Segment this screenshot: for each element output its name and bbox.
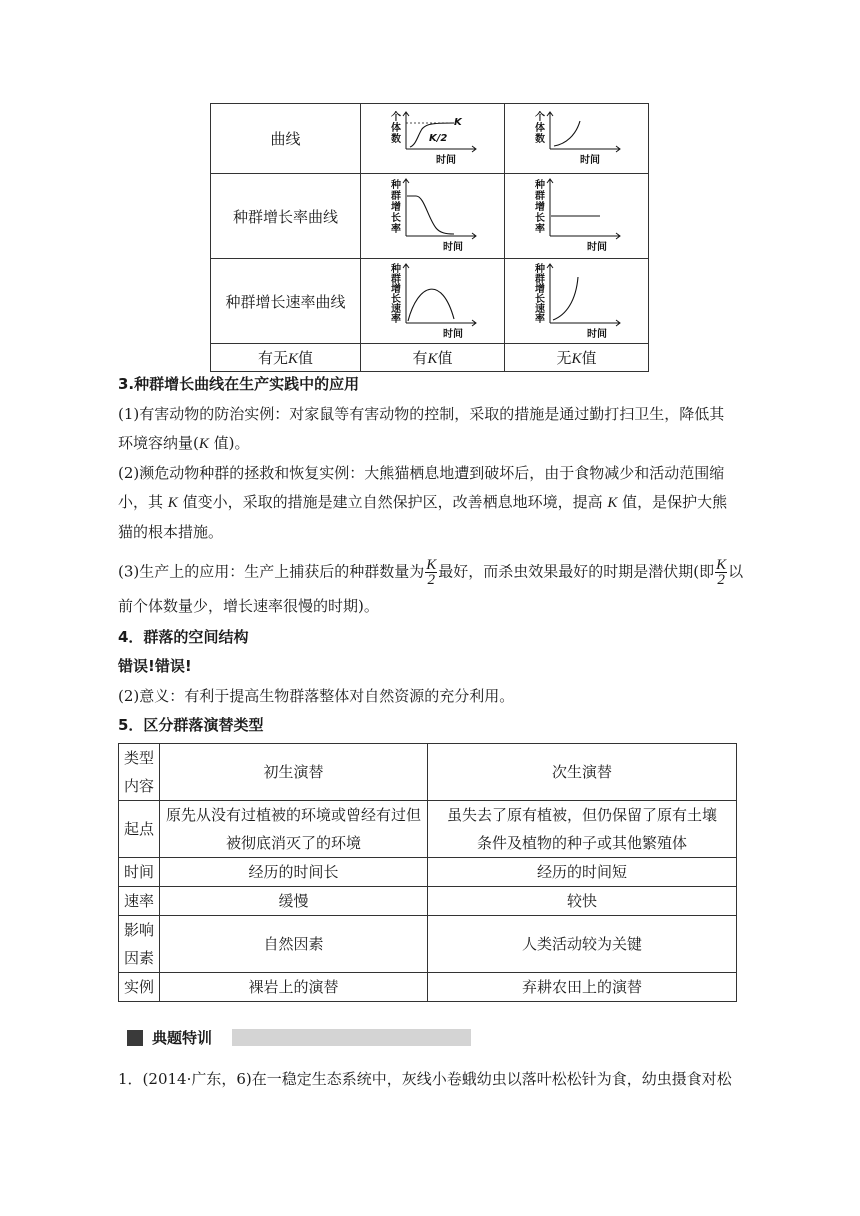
section-header-title: 典题特训 xyxy=(152,1029,213,1047)
k-label: K xyxy=(453,116,462,128)
row-label: 速率 xyxy=(119,887,160,916)
column-header: 初生演替 xyxy=(160,744,428,801)
section-5-title: 5．区分群落演替类型 xyxy=(118,716,264,734)
x-axis-label: 时间 xyxy=(586,242,607,253)
axis-label: 速 xyxy=(390,304,401,315)
axis-label: 增 xyxy=(534,284,545,295)
axis-label: 长 xyxy=(534,213,545,224)
axis-label: 长 xyxy=(534,294,545,305)
axis-label: 率 xyxy=(390,224,401,235)
axis-label: 体 xyxy=(534,122,545,134)
table-cell: 弃耕农田上的演替 xyxy=(428,973,737,1002)
s-curve-cell xyxy=(361,104,505,174)
axis-label: 数 xyxy=(534,133,545,145)
row-label: 起点 xyxy=(119,801,160,858)
axis-label: 群 xyxy=(534,191,545,202)
table-row xyxy=(119,887,737,916)
x-axis-label: 时间 xyxy=(442,242,463,253)
succession-table xyxy=(118,743,737,1002)
text: 值变小，采取的措施是建立自然保护区，改善栖息地环境，提高 xyxy=(177,493,608,511)
header-corner-cell xyxy=(119,744,160,801)
text: 最好，而杀虫效果最好的时期是潜伏期(即 xyxy=(438,562,715,581)
table-row xyxy=(211,174,649,259)
axis-label: 数 xyxy=(390,133,401,145)
j-curve-cell xyxy=(505,104,649,174)
text: 值)。 xyxy=(208,434,250,452)
s-growth-rate-graph xyxy=(388,178,478,254)
s-growth-rate-cell xyxy=(361,174,505,259)
table-row xyxy=(211,344,649,372)
text: 影响 xyxy=(123,921,154,939)
text: 值，是保护大熊 xyxy=(617,493,728,511)
text: 环境容纳量( xyxy=(118,434,199,452)
j-growth-rate-cell xyxy=(505,174,649,259)
text: 值 xyxy=(437,349,453,367)
paragraph-line xyxy=(118,558,743,587)
text: 无 xyxy=(556,349,572,367)
axis-label: 率 xyxy=(534,224,545,235)
table-row xyxy=(211,259,649,344)
x-axis-label: 时间 xyxy=(435,154,456,166)
text: 小，其 xyxy=(118,493,168,511)
table-row xyxy=(119,916,737,973)
k-half-label: K/2 xyxy=(428,132,447,144)
table-cell: 裸岩上的演替 xyxy=(160,973,428,1002)
row-label: 实例 xyxy=(119,973,160,1002)
x-axis-label: 时间 xyxy=(579,154,600,166)
fraction-k-over-2 xyxy=(715,558,727,587)
k-symbol: K xyxy=(571,351,582,367)
row-label xyxy=(211,344,361,372)
text: 原先从没有过植被的环境或曾经有过但 xyxy=(165,806,421,824)
axis-label: 群 xyxy=(534,274,545,285)
axis-label: 增 xyxy=(534,202,545,213)
k-symbol: K xyxy=(167,495,178,511)
axis-label: 个 xyxy=(534,111,545,123)
axis-label: 体 xyxy=(390,122,401,134)
axis-label: 增 xyxy=(390,202,401,213)
axis-label: 率 xyxy=(390,314,401,325)
table-cell: 经历的时间短 xyxy=(428,858,737,887)
axis-label: 种 xyxy=(390,180,401,191)
j-curve-graph xyxy=(532,111,622,167)
k-symbol: K xyxy=(607,495,618,511)
fraction-k-over-2 xyxy=(425,558,437,587)
k-symbol: K xyxy=(427,351,438,367)
declining-rate-curve xyxy=(407,196,454,234)
j-growth-speed-graph xyxy=(532,263,622,339)
row-label: 种群增长率曲线 xyxy=(211,174,361,259)
text: (3)生产上的应用：生产上捕获后的种群数量为 xyxy=(118,562,425,581)
axis-label: 群 xyxy=(390,191,401,202)
row-label xyxy=(119,916,160,973)
section-header-bar xyxy=(232,1029,471,1046)
axis-label: 种 xyxy=(534,264,545,275)
x-axis-label: 时间 xyxy=(442,329,463,340)
axis-label: 个 xyxy=(390,111,401,123)
k-symbol: K xyxy=(198,436,209,452)
error-text: 错误!错误! xyxy=(118,657,192,675)
text: 类型 xyxy=(123,749,154,767)
axis-label: 种 xyxy=(390,264,401,275)
paragraph-line: (2)濒危动物种群的拯救和恢复实例：大熊猫栖息地遭到破坏后，由于食物减少和活动范围缩 xyxy=(118,464,725,482)
s-curve-graph xyxy=(388,111,478,167)
row-label: 种群增长速率曲线 xyxy=(211,259,361,344)
section-marker-icon xyxy=(127,1030,143,1046)
j-curve xyxy=(554,121,580,146)
text: 值 xyxy=(298,349,314,367)
rising-speed-curve xyxy=(553,277,578,320)
paragraph-line: 前个体数量少，增长速率很慢的时期)。 xyxy=(118,597,379,615)
fraction-numerator: K xyxy=(716,557,727,573)
hump-curve xyxy=(408,289,454,321)
axis-label: 群 xyxy=(390,274,401,285)
text: 因素 xyxy=(123,949,154,967)
table-header-row xyxy=(119,744,737,801)
x-axis-label: 时间 xyxy=(586,329,607,340)
k-symbol: K xyxy=(287,351,298,367)
table-cell xyxy=(361,344,505,372)
text: 有 xyxy=(412,349,428,367)
paragraph-line xyxy=(118,433,250,454)
paragraph-line: (2)意义：有利于提高生物群落整体对自然资源的充分利用。 xyxy=(118,687,515,705)
table-row xyxy=(119,801,737,858)
text: 条件及植物的种子或其他繁殖体 xyxy=(476,834,687,852)
row-label: 曲线 xyxy=(211,104,361,174)
table-row xyxy=(119,973,737,1002)
axis-label: 长 xyxy=(390,213,401,224)
axis-label: 种 xyxy=(534,180,545,191)
row-label: 时间 xyxy=(119,858,160,887)
fraction-denominator: 2 xyxy=(717,572,725,588)
table-cell xyxy=(428,801,737,858)
table-row xyxy=(119,858,737,887)
j-growth-speed-cell xyxy=(505,259,649,344)
text: 有无 xyxy=(257,349,288,367)
j-growth-rate-graph xyxy=(532,178,622,254)
paragraph-line xyxy=(118,492,727,513)
table-cell xyxy=(160,801,428,858)
s-growth-speed-cell xyxy=(361,259,505,344)
table-cell xyxy=(505,344,649,372)
fraction-numerator: K xyxy=(426,557,437,573)
table-cell: 自然因素 xyxy=(160,916,428,973)
section-4-title: 4．群落的空间结构 xyxy=(118,628,249,646)
axis-label: 增 xyxy=(390,284,401,295)
table-cell: 较快 xyxy=(428,887,737,916)
table-cell: 经历的时间长 xyxy=(160,858,428,887)
s-growth-speed-graph xyxy=(388,263,478,339)
paragraph-line: 猫的根本措施。 xyxy=(118,523,224,541)
population-curve-table xyxy=(210,103,649,372)
paragraph-line: (1)有害动物的防治实例：对家鼠等有害动物的控制，采取的措施是通过勤打扫卫生，降低其 xyxy=(118,405,725,423)
axis-label: 长 xyxy=(390,294,401,305)
section-3-title: 3.种群增长曲线在生产实践中的应用 xyxy=(118,375,360,393)
text: 值 xyxy=(581,349,597,367)
table-cell: 缓慢 xyxy=(160,887,428,916)
text: 被彻底消灭了的环境 xyxy=(225,834,361,852)
axis-label: 率 xyxy=(534,314,545,325)
fraction-denominator: 2 xyxy=(427,572,435,588)
table-cell: 人类活动较为关键 xyxy=(428,916,737,973)
text: 内容 xyxy=(123,777,154,795)
column-header: 次生演替 xyxy=(428,744,737,801)
text: 虽失去了原有植被，但仍保留了原有土壤 xyxy=(446,806,717,824)
text: 以 xyxy=(728,562,744,581)
axis-label: 速 xyxy=(534,304,545,315)
table-row xyxy=(211,104,649,174)
question-1: 1．(2014·广东，6)在一稳定生态系统中，灰线小卷蛾幼虫以落叶松松针为食，幼虫摄食对松 xyxy=(118,1070,732,1088)
